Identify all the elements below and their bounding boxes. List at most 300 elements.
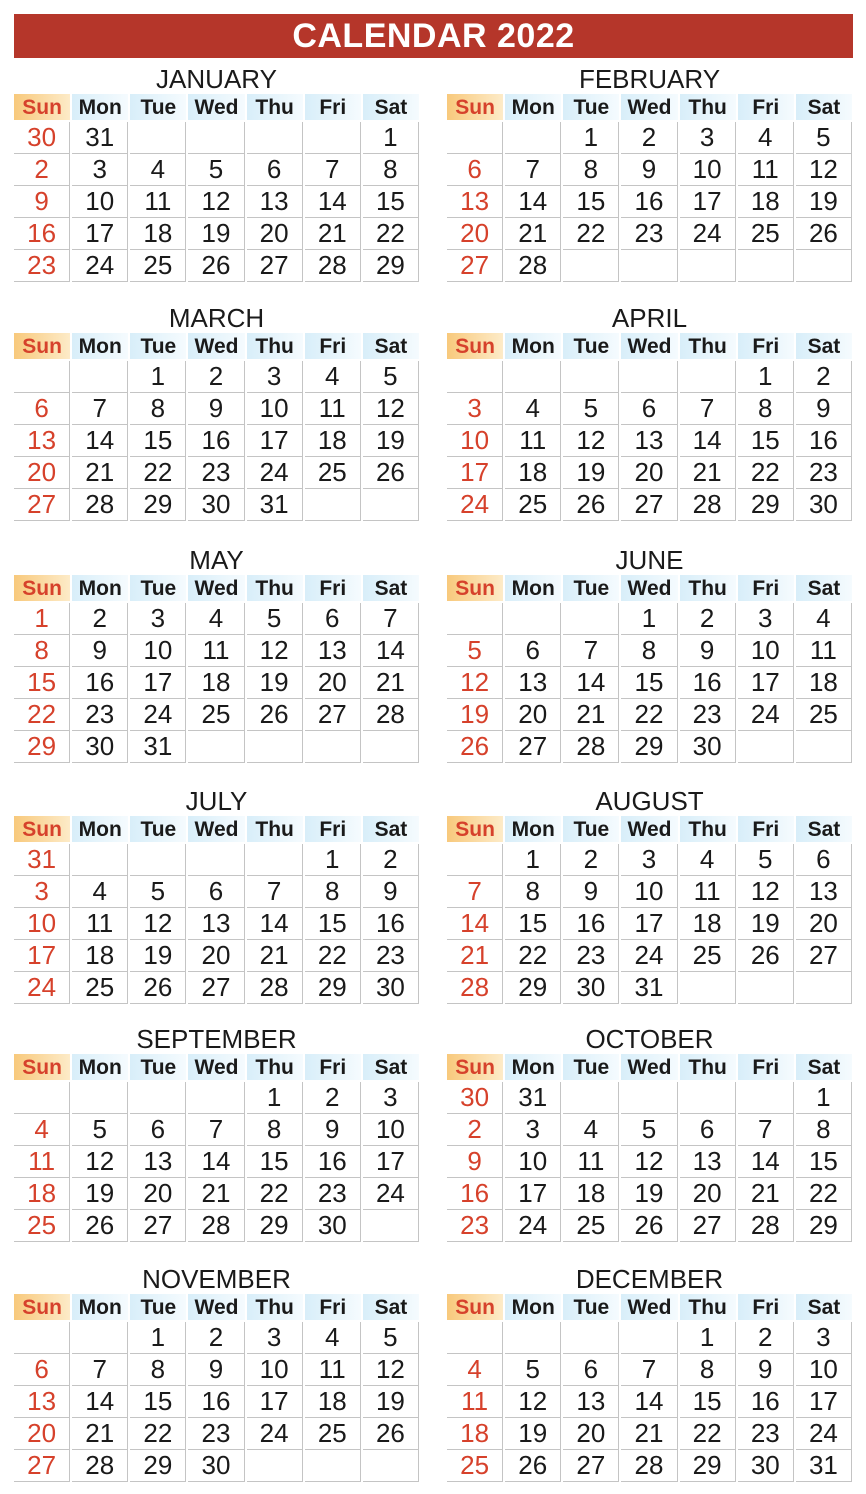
date-cell: 14: [505, 186, 561, 218]
date-cell: 27: [505, 731, 561, 763]
date-cell: 19: [130, 940, 186, 972]
date-cell: 27: [447, 250, 503, 282]
date-cell: 23: [796, 457, 852, 489]
date-cell: 12: [796, 154, 852, 186]
date-cell: 12: [447, 667, 503, 699]
date-cell: 17: [363, 1146, 419, 1178]
date-cell: [447, 603, 503, 635]
date-cell: [305, 731, 361, 763]
month-title: JULY: [185, 786, 248, 816]
weekday-label: Fri: [305, 575, 361, 601]
weekday-label: Sat: [363, 94, 419, 120]
date-cell: 24: [738, 699, 794, 731]
weekday-header: [447, 1294, 852, 1320]
date-cell: 22: [247, 1178, 303, 1210]
date-grid: [14, 603, 419, 763]
date-cell: [72, 1082, 128, 1114]
date-cell: 24: [505, 1210, 561, 1242]
weekday-label: Sat: [363, 816, 419, 842]
date-cell: [247, 731, 303, 763]
date-cell: 3: [247, 1322, 303, 1354]
date-cell: 7: [738, 1114, 794, 1146]
weekday-label: Tue: [130, 1294, 186, 1320]
date-cell: 15: [363, 186, 419, 218]
weekday-label: Fri: [305, 816, 361, 842]
date-cell: 8: [130, 1354, 186, 1386]
weekday-label: Mon: [505, 1054, 561, 1080]
date-cell: 15: [247, 1146, 303, 1178]
date-cell: 17: [447, 457, 503, 489]
month-title: FEBRUARY: [578, 64, 721, 94]
weekday-label: Sun: [447, 94, 503, 120]
date-cell: 19: [621, 1178, 677, 1210]
date-cell: [447, 122, 503, 154]
date-cell: 9: [363, 876, 419, 908]
date-cell: [72, 844, 128, 876]
date-cell: 12: [130, 908, 186, 940]
weekday-label: Tue: [130, 575, 186, 601]
date-cell: 16: [447, 1178, 503, 1210]
date-cell: 4: [505, 393, 561, 425]
date-cell: 23: [621, 218, 677, 250]
weekday-label: Wed: [188, 816, 244, 842]
date-cell: 13: [563, 1386, 619, 1418]
date-cell: 11: [738, 154, 794, 186]
date-cell: 28: [680, 489, 736, 521]
date-cell: 1: [505, 844, 561, 876]
month-title: JANUARY: [156, 64, 277, 94]
weekday-label: Fri: [305, 1294, 361, 1320]
date-cell: 17: [72, 218, 128, 250]
date-cell: 30: [14, 122, 70, 154]
month-title: NOVEMBER: [142, 1264, 291, 1294]
date-cell: 20: [14, 457, 70, 489]
weekday-label: Wed: [188, 575, 244, 601]
date-cell: 27: [563, 1450, 619, 1482]
date-cell: 14: [563, 667, 619, 699]
date-cell: 10: [363, 1114, 419, 1146]
date-cell: 29: [14, 731, 70, 763]
date-cell: 24: [247, 1418, 303, 1450]
date-cell: [563, 1082, 619, 1114]
date-cell: 19: [72, 1178, 128, 1210]
date-cell: 8: [363, 154, 419, 186]
date-cell: 29: [680, 1450, 736, 1482]
weekday-label: Fri: [305, 333, 361, 359]
date-cell: 15: [563, 186, 619, 218]
month-title: AUGUST: [595, 786, 704, 816]
date-cell: 25: [796, 699, 852, 731]
date-cell: 5: [363, 1322, 419, 1354]
date-cell: 1: [130, 361, 186, 393]
date-cell: 19: [563, 457, 619, 489]
date-cell: 7: [363, 603, 419, 635]
weekday-label: Wed: [621, 1294, 677, 1320]
date-cell: 4: [305, 1322, 361, 1354]
date-cell: 6: [680, 1114, 736, 1146]
date-cell: 23: [188, 457, 244, 489]
weekday-label: Fri: [305, 94, 361, 120]
month-may: [14, 545, 419, 775]
date-cell: 3: [680, 122, 736, 154]
date-cell: 1: [247, 1082, 303, 1114]
date-cell: 26: [363, 457, 419, 489]
weekday-label: Tue: [130, 1054, 186, 1080]
date-cell: 19: [505, 1418, 561, 1450]
weekday-label: Wed: [188, 1054, 244, 1080]
weekday-header: [14, 1294, 419, 1320]
weekday-label: Mon: [72, 575, 128, 601]
date-cell: 12: [188, 186, 244, 218]
date-cell: [130, 1082, 186, 1114]
date-cell: [363, 1450, 419, 1482]
date-cell: [680, 250, 736, 282]
date-cell: 11: [680, 876, 736, 908]
date-cell: 4: [563, 1114, 619, 1146]
date-cell: [363, 489, 419, 521]
date-cell: 4: [680, 844, 736, 876]
weekday-label: Mon: [505, 816, 561, 842]
date-cell: 23: [680, 699, 736, 731]
date-cell: 13: [247, 186, 303, 218]
date-cell: 25: [130, 250, 186, 282]
weekday-label: Wed: [621, 94, 677, 120]
weekday-label: Sat: [363, 575, 419, 601]
date-grid: [447, 844, 852, 1004]
date-cell: 25: [305, 457, 361, 489]
date-cell: 17: [14, 940, 70, 972]
date-cell: 17: [247, 425, 303, 457]
date-cell: 14: [72, 1386, 128, 1418]
date-cell: 10: [247, 1354, 303, 1386]
date-cell: 2: [188, 1322, 244, 1354]
date-cell: 23: [14, 250, 70, 282]
date-cell: 25: [680, 940, 736, 972]
date-cell: 26: [188, 250, 244, 282]
date-cell: 19: [363, 1386, 419, 1418]
date-cell: 29: [247, 1210, 303, 1242]
date-cell: 31: [72, 122, 128, 154]
date-cell: 28: [505, 250, 561, 282]
weekday-label: Mon: [72, 1054, 128, 1080]
weekday-label: Sun: [14, 94, 70, 120]
date-cell: 2: [680, 603, 736, 635]
date-cell: 27: [305, 699, 361, 731]
date-cell: 4: [738, 122, 794, 154]
weekday-label: Wed: [188, 1294, 244, 1320]
date-cell: 4: [72, 876, 128, 908]
month-december: [447, 1264, 852, 1494]
weekday-label: Fri: [738, 575, 794, 601]
date-cell: 29: [130, 1450, 186, 1482]
weekday-label: Mon: [505, 333, 561, 359]
date-cell: 9: [188, 1354, 244, 1386]
date-cell: 27: [188, 972, 244, 1004]
date-cell: [14, 1322, 70, 1354]
date-cell: 26: [796, 218, 852, 250]
date-cell: 21: [305, 218, 361, 250]
date-cell: 13: [621, 425, 677, 457]
date-cell: 17: [738, 667, 794, 699]
date-cell: 20: [305, 667, 361, 699]
date-cell: 2: [447, 1114, 503, 1146]
date-cell: 14: [305, 186, 361, 218]
date-cell: 24: [363, 1178, 419, 1210]
date-cell: 20: [680, 1178, 736, 1210]
date-cell: 4: [130, 154, 186, 186]
date-cell: 26: [363, 1418, 419, 1450]
weekday-header: [447, 575, 852, 601]
date-cell: 28: [305, 250, 361, 282]
weekday-label: Tue: [563, 333, 619, 359]
date-cell: 26: [505, 1450, 561, 1482]
date-cell: 18: [738, 186, 794, 218]
date-cell: 16: [796, 425, 852, 457]
date-cell: 18: [680, 908, 736, 940]
weekday-label: Sun: [14, 816, 70, 842]
date-cell: 25: [305, 1418, 361, 1450]
date-cell: 21: [188, 1178, 244, 1210]
date-cell: [680, 361, 736, 393]
date-cell: 10: [72, 186, 128, 218]
date-cell: 20: [130, 1178, 186, 1210]
weekday-label: Thu: [247, 333, 303, 359]
date-cell: 8: [247, 1114, 303, 1146]
date-cell: 21: [72, 1418, 128, 1450]
date-cell: 13: [14, 1386, 70, 1418]
month-title: MAY: [189, 545, 244, 575]
date-cell: 3: [130, 603, 186, 635]
date-cell: 15: [305, 908, 361, 940]
date-cell: 30: [363, 972, 419, 1004]
date-cell: 30: [188, 1450, 244, 1482]
date-cell: 3: [247, 361, 303, 393]
date-cell: 19: [738, 908, 794, 940]
date-cell: 24: [680, 218, 736, 250]
weekday-label: Sun: [447, 1294, 503, 1320]
date-cell: 9: [14, 186, 70, 218]
date-cell: 31: [14, 844, 70, 876]
date-cell: 31: [796, 1450, 852, 1482]
date-cell: [447, 1322, 503, 1354]
date-cell: 16: [563, 908, 619, 940]
date-cell: 19: [447, 699, 503, 731]
date-cell: 12: [621, 1146, 677, 1178]
date-cell: [130, 844, 186, 876]
date-cell: 17: [130, 667, 186, 699]
weekday-label: Sat: [796, 575, 852, 601]
weekday-label: Tue: [563, 1294, 619, 1320]
date-cell: 31: [247, 489, 303, 521]
date-cell: 20: [247, 218, 303, 250]
date-cell: 3: [447, 393, 503, 425]
date-grid: [14, 1082, 419, 1242]
date-cell: 30: [188, 489, 244, 521]
date-cell: 5: [505, 1354, 561, 1386]
date-cell: 14: [621, 1386, 677, 1418]
date-cell: [363, 1210, 419, 1242]
date-cell: 9: [447, 1146, 503, 1178]
date-cell: 2: [563, 844, 619, 876]
date-cell: 16: [363, 908, 419, 940]
date-grid: [447, 1322, 852, 1482]
date-cell: 11: [130, 186, 186, 218]
date-cell: 22: [738, 457, 794, 489]
date-cell: 15: [130, 1386, 186, 1418]
date-cell: 1: [305, 844, 361, 876]
date-cell: 9: [796, 393, 852, 425]
date-cell: 3: [796, 1322, 852, 1354]
date-cell: 7: [188, 1114, 244, 1146]
weekday-label: Wed: [621, 575, 677, 601]
date-cell: 12: [363, 1354, 419, 1386]
weekday-header: [14, 575, 419, 601]
date-cell: 5: [363, 361, 419, 393]
date-cell: 7: [447, 876, 503, 908]
date-cell: 10: [621, 876, 677, 908]
date-cell: 31: [621, 972, 677, 1004]
date-cell: 20: [188, 940, 244, 972]
date-cell: 24: [796, 1418, 852, 1450]
date-cell: 20: [447, 218, 503, 250]
weekday-label: Thu: [247, 575, 303, 601]
date-cell: [247, 1450, 303, 1482]
weekday-label: Wed: [188, 333, 244, 359]
date-cell: 10: [738, 635, 794, 667]
weekday-label: Tue: [563, 94, 619, 120]
date-cell: 7: [680, 393, 736, 425]
date-cell: 14: [680, 425, 736, 457]
date-grid: [14, 1322, 419, 1482]
date-cell: 27: [247, 250, 303, 282]
date-cell: [305, 122, 361, 154]
date-cell: 2: [363, 844, 419, 876]
date-cell: [72, 1322, 128, 1354]
date-cell: 10: [447, 425, 503, 457]
date-cell: 26: [72, 1210, 128, 1242]
date-cell: 27: [621, 489, 677, 521]
date-cell: 11: [796, 635, 852, 667]
date-cell: 15: [14, 667, 70, 699]
date-grid: [447, 1082, 852, 1242]
date-cell: 1: [563, 122, 619, 154]
date-cell: 23: [72, 699, 128, 731]
date-cell: 7: [305, 154, 361, 186]
date-cell: 15: [738, 425, 794, 457]
weekday-label: Mon: [72, 1294, 128, 1320]
date-cell: 27: [14, 489, 70, 521]
weekday-header: [14, 816, 419, 842]
date-cell: 11: [505, 425, 561, 457]
date-cell: [563, 361, 619, 393]
date-cell: 8: [130, 393, 186, 425]
weekday-header: [14, 94, 419, 120]
date-cell: 13: [14, 425, 70, 457]
date-cell: 11: [305, 393, 361, 425]
date-cell: [796, 972, 852, 1004]
date-grid: [447, 361, 852, 521]
date-grid: [14, 844, 419, 1004]
date-cell: 1: [796, 1082, 852, 1114]
weekday-label: Fri: [738, 1294, 794, 1320]
weekday-label: Mon: [505, 575, 561, 601]
date-cell: 6: [563, 1354, 619, 1386]
date-cell: [14, 361, 70, 393]
weekday-header: [447, 816, 852, 842]
date-cell: 5: [621, 1114, 677, 1146]
date-cell: [305, 1450, 361, 1482]
month-july: [14, 786, 419, 1016]
weekday-label: Sat: [363, 333, 419, 359]
date-cell: 22: [505, 940, 561, 972]
weekday-label: Sun: [14, 575, 70, 601]
date-cell: 19: [247, 667, 303, 699]
date-cell: 14: [72, 425, 128, 457]
weekday-header: [447, 333, 852, 359]
date-cell: [188, 122, 244, 154]
date-cell: [305, 489, 361, 521]
date-cell: 5: [72, 1114, 128, 1146]
date-cell: 19: [363, 425, 419, 457]
weekday-label: Sat: [796, 1294, 852, 1320]
date-cell: 24: [621, 940, 677, 972]
date-cell: 12: [505, 1386, 561, 1418]
date-cell: 1: [130, 1322, 186, 1354]
date-cell: 4: [447, 1354, 503, 1386]
weekday-label: Sun: [14, 333, 70, 359]
date-cell: 24: [14, 972, 70, 1004]
date-cell: 13: [130, 1146, 186, 1178]
weekday-label: Tue: [563, 575, 619, 601]
date-cell: 12: [563, 425, 619, 457]
date-cell: 1: [738, 361, 794, 393]
date-cell: 13: [447, 186, 503, 218]
date-cell: 25: [188, 699, 244, 731]
date-cell: 1: [621, 603, 677, 635]
date-cell: 16: [680, 667, 736, 699]
weekday-label: Sun: [447, 816, 503, 842]
date-cell: 6: [447, 154, 503, 186]
date-cell: [621, 1322, 677, 1354]
weekday-label: Sun: [14, 1054, 70, 1080]
date-cell: 6: [14, 1354, 70, 1386]
date-cell: 14: [247, 908, 303, 940]
weekday-header: [447, 1054, 852, 1080]
date-cell: [738, 731, 794, 763]
date-cell: 22: [796, 1178, 852, 1210]
month-title: OCTOBER: [585, 1024, 714, 1054]
date-cell: 16: [188, 425, 244, 457]
weekday-label: Fri: [738, 1054, 794, 1080]
date-cell: 31: [130, 731, 186, 763]
weekday-label: Thu: [247, 1294, 303, 1320]
date-cell: [130, 122, 186, 154]
date-cell: 2: [796, 361, 852, 393]
date-cell: 30: [738, 1450, 794, 1482]
date-cell: 17: [796, 1386, 852, 1418]
date-cell: [505, 361, 561, 393]
date-cell: 23: [563, 940, 619, 972]
weekday-header: [14, 333, 419, 359]
date-cell: 30: [563, 972, 619, 1004]
date-cell: 9: [188, 393, 244, 425]
weekday-label: Thu: [247, 816, 303, 842]
weekday-label: Tue: [563, 816, 619, 842]
date-cell: [247, 122, 303, 154]
date-cell: 6: [14, 393, 70, 425]
weekday-label: Thu: [680, 94, 736, 120]
date-cell: 22: [305, 940, 361, 972]
